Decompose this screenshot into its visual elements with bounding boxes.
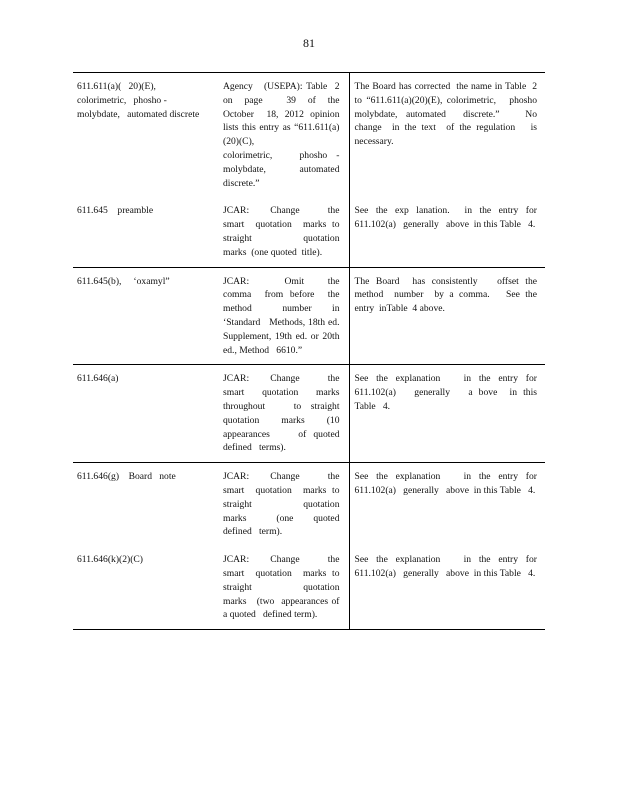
comment-cell: The Board has consistently offset the method number by a comma. See the entry inTable 4 above. (349, 267, 545, 365)
section-cell: 611.611(a)( 20)(E), colorimetric, phosho - molybdate, automated discrete (77, 81, 200, 120)
table-row (73, 197, 545, 267)
section-cell: 611.646(a) (77, 373, 119, 385)
comment-cell: See the explanation in the entry for 611.102(a) generally above in this Table 4. (349, 463, 545, 546)
comment-cell: See the exp lanation. in the entry for 611.102(a) generally above in this Table 4. (349, 197, 545, 267)
page-number: 81 (303, 36, 315, 50)
source-cell: JCAR: Change the smart quotation marks to straight quotation marks (two appearances of a quoted defined term). (223, 554, 340, 621)
table-row (73, 267, 545, 365)
table-row (73, 463, 545, 546)
source-cell: JCAR: Change the smart quotation marks throughout to straight quotation marks (10 appearances of quoted defined terms). (223, 373, 340, 454)
source-cell: JCAR: Omit the comma from before the method number in ‘Standard Methods, 18th ed. Supplement, 19th ed. or 20th ed., Method 6610.” (223, 275, 340, 356)
source-cell: JCAR: Change the smart quotation marks to straight quotation marks (one quoted defined term). (223, 471, 340, 538)
comment-cell: See the explanation in the entry for 611.102(a) generally above in this Table 4. (349, 546, 545, 629)
table-row (73, 546, 545, 629)
section-cell: 611.646(g) Board note (77, 471, 176, 483)
source-cell: Agency (USEPA): Table 2 on page 39 of the October 18, 2012 opinion lists this entry as “611.611(a)(20)(C), colorimetric, phosho - molybdate, automated discrete.” (223, 81, 340, 189)
comment-cell: See the explanation in the entry for 611.102(a) generally a bove in this Table 4. (349, 365, 545, 463)
comments-table (73, 72, 545, 630)
comment-cell: The Board has corrected the name in Table 2 to “611.611(a)(20)(E), colorimetric, phosho molybdate, automated discrete.” No change in the text of the regulation is necessary. (349, 73, 545, 198)
table-row (73, 73, 545, 198)
section-cell: 611.645 preamble (77, 205, 154, 217)
table-row (73, 365, 545, 463)
section-cell: 611.645(b), ‘oxamyl” (77, 275, 170, 287)
source-cell: JCAR: Change the smart quotation marks to straight quotation marks (one quoted title). (223, 205, 340, 258)
section-cell: 611.646(k)(2)(C) (77, 554, 143, 566)
